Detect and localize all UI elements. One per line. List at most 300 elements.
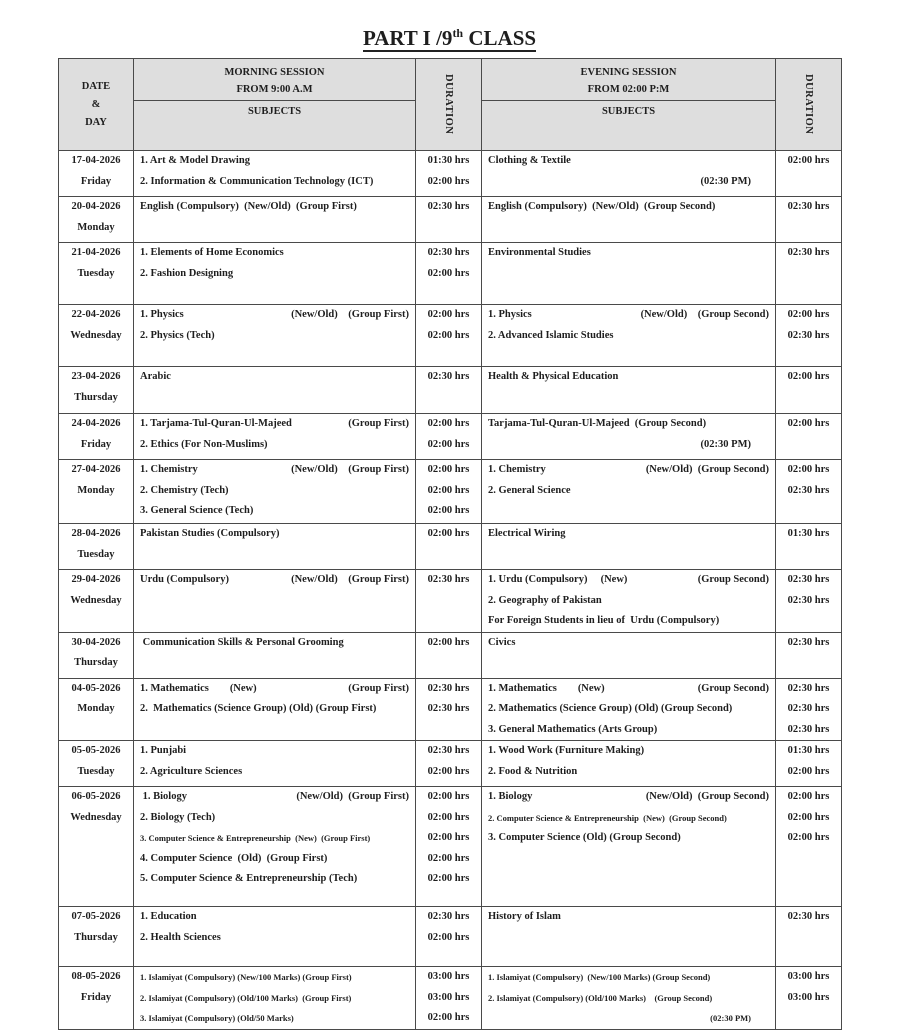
morning-subjects-cell — [134, 524, 416, 570]
subject-line — [488, 699, 769, 720]
evening-duration-cell — [776, 414, 842, 460]
subject-name: 2. Information & Communication Technology (ICT) — [140, 175, 374, 187]
subject-note: (New/Old) (Group First) — [291, 309, 409, 320]
subject-name: Clothing & Textile — [488, 155, 571, 166]
subject-name: 2. Geography of Pakistan — [488, 594, 602, 606]
schedule-row — [59, 741, 842, 787]
evening-subjects-cell — [482, 151, 776, 197]
duration-value: 03:00 hrs — [787, 971, 830, 982]
duration-value: 02:00 hrs — [427, 438, 470, 450]
morning-duration-cell — [416, 367, 482, 414]
subject-line — [488, 481, 769, 502]
duration-value: 03:00 hrs — [427, 971, 470, 982]
exam-day: Wednesday — [70, 594, 122, 606]
subject-line — [140, 501, 409, 522]
subject-name: 2. Agriculture Sciences — [140, 765, 243, 777]
date-day-cell — [59, 524, 134, 570]
header-morning-subjects: SUBJECTS — [134, 101, 416, 151]
schedule-body — [59, 151, 842, 1030]
schedule-row — [59, 151, 842, 197]
subject-line — [140, 435, 409, 456]
subject-name: 2. Physics (Tech) — [140, 329, 215, 341]
subject-name: 1. Islamiyat (Compulsory) (New/100 Marks) (Group Second) — [488, 972, 711, 982]
subject-note: (02:30 PM) — [700, 438, 751, 450]
subject-name: 2. Biology (Tech) — [140, 811, 216, 823]
subject-name: English (Compulsory) (New/Old) (Group First) — [140, 201, 357, 212]
duration-value: 02:00 hrs — [427, 528, 470, 539]
exam-day: Tuesday — [77, 765, 115, 777]
duration-value: 02:30 hrs — [427, 703, 470, 714]
subject-note: (02:30 PM) — [710, 1013, 751, 1023]
exam-day: Friday — [80, 438, 112, 450]
schedule-row — [59, 907, 842, 967]
subject-name: 2. Advanced Islamic Studies — [488, 329, 614, 341]
evening-subjects-cell — [482, 460, 776, 524]
duration-value: 02:00 hrs — [427, 484, 470, 496]
subject-line — [140, 1008, 409, 1029]
evening-subjects-cell — [482, 632, 776, 678]
evening-subjects-cell — [482, 243, 776, 305]
subject-name: 3. General Science (Tech) — [140, 505, 254, 516]
exam-day: Thursday — [74, 931, 118, 943]
duration-value: 02:00 hrs — [427, 329, 470, 341]
subject-line — [140, 849, 409, 870]
evening-duration-cell — [776, 741, 842, 787]
exam-day: Monday — [77, 221, 115, 233]
subject-name: 2. Mathematics (Science Group) (Old) (Group First) — [140, 703, 377, 714]
morning-session-time: FROM 9:00 A.M — [236, 84, 313, 95]
schedule-row — [59, 414, 842, 460]
subject-name: 1. Chemistry — [488, 464, 546, 475]
subject-name: Environmental Studies — [488, 247, 591, 258]
subject-note: (New/Old) (Group First) — [291, 464, 409, 475]
exam-date: 23-04-2026 — [71, 371, 121, 382]
exam-day: Friday — [80, 175, 112, 187]
evening-duration-cell — [776, 632, 842, 678]
duration-value: 02:00 hrs — [427, 505, 470, 516]
subject-name: English (Compulsory) (New/Old) (Group Second) — [488, 201, 716, 212]
evening-duration-cell — [776, 787, 842, 907]
subject-line — [488, 633, 769, 654]
evening-duration-cell — [776, 460, 842, 524]
subject-name: 2. Health Sciences — [140, 931, 221, 943]
date-day-cell — [59, 741, 134, 787]
morning-session-label: MORNING SESSION — [224, 67, 325, 78]
morning-duration-cell — [416, 570, 482, 633]
duration-value: 02:00 hrs — [427, 1012, 470, 1023]
subject-line — [140, 264, 409, 285]
duration-value: 02:00 hrs — [427, 175, 470, 187]
exam-day: Tuesday — [77, 548, 115, 560]
duration-value: 02:30 hrs — [787, 682, 830, 694]
exam-date: 17-04-2026 — [71, 155, 121, 166]
subject-name: 1. Art & Model Drawing — [140, 155, 250, 166]
subject-line — [488, 787, 769, 808]
exam-day: Thursday — [74, 391, 118, 403]
subject-name: 2. Islamiyat (Compulsory) (Old/100 Marks) (Group Second) — [488, 992, 713, 1003]
duration-value: 02:30 hrs — [787, 594, 830, 606]
subject-line — [488, 326, 769, 347]
morning-subjects-cell — [134, 367, 416, 414]
subject-name: 1. Mathematics (New) — [140, 682, 257, 694]
subject-line — [488, 305, 769, 326]
duration-value: 02:00 hrs — [427, 931, 470, 943]
subject-name: Arabic — [140, 371, 171, 382]
schedule-row — [59, 967, 842, 1030]
exam-day: Wednesday — [70, 811, 122, 823]
subject-name: 2. Chemistry (Tech) — [140, 484, 229, 496]
subject-line — [140, 787, 409, 808]
subject-line — [140, 197, 409, 218]
exam-date: 30-04-2026 — [71, 636, 121, 648]
duration-value: 01:30 hrs — [427, 155, 470, 166]
exam-date: 27-04-2026 — [71, 464, 121, 475]
exam-day: Monday — [77, 484, 115, 496]
subject-name: 2. Fashion Designing — [140, 267, 234, 279]
subject-name: 2. Food & Nutrition — [488, 765, 578, 777]
evening-subjects-cell — [482, 367, 776, 414]
evening-subjects-cell — [482, 787, 776, 907]
subject-line — [140, 869, 409, 890]
title-prefix: PART I /9 — [362, 26, 453, 50]
duration-value: 02:30 hrs — [427, 911, 470, 922]
morning-duration-cell — [416, 787, 482, 907]
evening-duration-cell — [776, 524, 842, 570]
duration-value: 02:00 hrs — [427, 418, 470, 429]
subject-name: 1. Biology — [488, 791, 533, 802]
duration-value: 02:00 hrs — [787, 371, 830, 382]
subject-line — [488, 151, 769, 172]
subject-name: 1. Education — [140, 911, 197, 922]
subject-name: 1. Elements of Home Economics — [140, 247, 284, 258]
subject-name: 1. Mathematics (New) — [488, 682, 605, 694]
exam-day: Wednesday — [70, 329, 122, 341]
morning-duration-cell — [416, 632, 482, 678]
morning-duration-cell — [416, 967, 482, 1030]
exam-date: 04-05-2026 — [71, 682, 121, 694]
subject-note: (Group First) — [348, 418, 409, 429]
duration-value: 02:00 hrs — [787, 155, 830, 166]
subject-note: (New/Old) (Group Second) — [645, 791, 769, 802]
subject-name: 2. Computer Science & Entrepreneurship (New) (Group Second) — [488, 812, 727, 823]
duration-value: 02:30 hrs — [787, 911, 830, 922]
subject-line — [488, 414, 769, 435]
subject-name: Pakistan Studies (Compulsory) — [140, 528, 280, 539]
header-evening-duration — [776, 59, 842, 151]
evening-duration-cell — [776, 570, 842, 633]
morning-subjects-cell — [134, 678, 416, 741]
duration-value: 02:30 hrs — [787, 484, 830, 496]
duration-value: 02:00 hrs — [427, 811, 470, 823]
subject-name: 4. Computer Science (Old) (Group First) — [140, 852, 328, 864]
subject-name: Tarjama-Tul-Quran-Ul-Majeed (Group Second) — [488, 418, 707, 429]
subject-line — [488, 808, 769, 829]
duration-value: 03:00 hrs — [787, 991, 830, 1003]
date-day-cell — [59, 151, 134, 197]
duration-value: 02:00 hrs — [787, 309, 830, 320]
subject-name: 3. General Mathematics (Arts Group) — [488, 723, 658, 735]
subject-name: Urdu (Compulsory) — [140, 574, 229, 585]
subject-line — [488, 172, 769, 193]
subject-name: 1. Physics — [140, 309, 184, 320]
subject-note: (Group Second) — [697, 574, 769, 585]
duration-value: 02:30 hrs — [787, 329, 830, 341]
morning-duration-cell — [416, 907, 482, 967]
subject-name: 1. Wood Work (Furniture Making) — [488, 745, 645, 756]
subject-line — [140, 928, 409, 949]
subject-name: Electrical Wiring — [488, 528, 566, 539]
subject-line — [488, 435, 769, 456]
subject-line — [488, 197, 769, 218]
exam-day: Monday — [77, 703, 115, 714]
subject-line — [488, 828, 769, 849]
subject-line — [140, 828, 409, 849]
morning-subjects-cell — [134, 967, 416, 1030]
morning-duration-cell — [416, 460, 482, 524]
evening-duration-cell — [776, 305, 842, 367]
subject-line — [140, 414, 409, 435]
subject-line — [140, 326, 409, 347]
subject-name: Health & Physical Education — [488, 371, 619, 382]
subject-name: For Foreign Students in lieu of Urdu (Compulsory) — [488, 615, 720, 626]
schedule-row — [59, 524, 842, 570]
title-superscript: th — [452, 26, 464, 40]
exam-date: 07-05-2026 — [71, 911, 121, 922]
subject-line — [488, 967, 769, 988]
subject-line — [140, 305, 409, 326]
morning-duration-cell — [416, 305, 482, 367]
subject-name: 1. Islamiyat (Compulsory) (New/100 Marks) (Group First) — [140, 972, 352, 982]
subject-name: 5. Computer Science & Entrepreneurship (Tech) — [140, 873, 358, 884]
subject-note: (Group Second) — [697, 682, 769, 694]
evening-subjects-cell — [482, 414, 776, 460]
duration-value: 02:00 hrs — [427, 765, 470, 777]
subject-line — [140, 570, 409, 591]
subject-line — [140, 151, 409, 172]
duration-value: 02:00 hrs — [787, 464, 830, 475]
date-day-cell — [59, 367, 134, 414]
header-date-day — [59, 59, 134, 151]
evening-duration-cell — [776, 907, 842, 967]
subject-line — [140, 679, 409, 700]
evening-duration-cell — [776, 967, 842, 1030]
schedule-row — [59, 632, 842, 678]
duration-value: 02:00 hrs — [787, 418, 830, 429]
evening-session-label: EVENING SESSION — [580, 67, 677, 78]
evening-subjects-cell — [482, 305, 776, 367]
duration-value: 02:00 hrs — [427, 636, 470, 648]
date-day-cell — [59, 967, 134, 1030]
schedule-row — [59, 570, 842, 633]
morning-subjects-cell — [134, 907, 416, 967]
header-date-label: DATE — [81, 80, 111, 92]
subject-line — [140, 762, 409, 783]
exam-day: Thursday — [74, 657, 118, 668]
evening-duration-cell — [776, 197, 842, 243]
subject-line — [140, 967, 409, 988]
subject-line — [488, 243, 769, 264]
subject-name: 3. Islamiyat (Compulsory) (Old/50 Marks) — [140, 1013, 294, 1023]
duration-value: 02:00 hrs — [787, 765, 830, 777]
duration-value: 02:30 hrs — [787, 636, 830, 648]
subject-note: (Group First) — [348, 682, 409, 694]
schedule-row — [59, 367, 842, 414]
evening-duration-cell — [776, 243, 842, 305]
date-day-cell — [59, 414, 134, 460]
duration-value: 01:30 hrs — [787, 745, 830, 756]
subject-line — [488, 741, 769, 762]
morning-duration-cell — [416, 741, 482, 787]
evening-duration-label: DURATION — [803, 74, 814, 135]
morning-subjects-cell — [134, 305, 416, 367]
date-day-cell — [59, 678, 134, 741]
duration-value: 02:00 hrs — [787, 811, 830, 823]
date-day-cell — [59, 570, 134, 633]
subject-name: 1. Biology — [140, 791, 187, 802]
morning-subjects-cell — [134, 151, 416, 197]
evening-subjects-cell — [482, 907, 776, 967]
evening-subjects-cell — [482, 967, 776, 1030]
subject-name: 2. Ethics (For Non-Muslims) — [140, 438, 268, 450]
title-suffix: CLASS — [463, 26, 537, 50]
duration-value: 02:00 hrs — [427, 832, 470, 843]
date-day-cell — [59, 460, 134, 524]
exam-date: 08-05-2026 — [71, 971, 121, 982]
evening-subjects-cell — [482, 197, 776, 243]
date-day-cell — [59, 907, 134, 967]
morning-subjects-cell — [134, 632, 416, 678]
exam-date: 24-04-2026 — [71, 418, 121, 429]
evening-subjects-cell — [482, 741, 776, 787]
subject-note: (New/Old) (Group First) — [291, 574, 409, 585]
evening-duration-cell — [776, 367, 842, 414]
subject-name: Civics — [488, 636, 516, 648]
exam-day: Tuesday — [77, 267, 115, 279]
subject-line — [140, 243, 409, 264]
morning-subjects-cell — [134, 570, 416, 633]
subject-name: 3. Computer Science & Entrepreneurship (New) (Group First) — [140, 833, 371, 843]
exam-date: 20-04-2026 — [71, 201, 121, 212]
evening-subjects-cell — [482, 678, 776, 741]
duration-value: 02:00 hrs — [427, 464, 470, 475]
header-day-label: DAY — [85, 116, 107, 128]
subject-line — [488, 524, 769, 545]
schedule-row — [59, 197, 842, 243]
duration-value: 03:00 hrs — [427, 991, 470, 1003]
date-day-cell — [59, 305, 134, 367]
subject-line — [488, 907, 769, 928]
header-evening-session — [482, 59, 776, 101]
duration-value: 02:30 hrs — [427, 682, 470, 694]
header-morning-duration — [416, 59, 482, 151]
subject-line — [140, 633, 409, 654]
duration-value: 02:00 hrs — [427, 852, 470, 864]
subject-name: 1. Tarjama-Tul-Quran-Ul-Majeed — [140, 418, 292, 429]
subject-line — [140, 741, 409, 762]
exam-date: 28-04-2026 — [71, 528, 121, 539]
duration-value: 01:30 hrs — [787, 528, 830, 539]
morning-duration-cell — [416, 197, 482, 243]
duration-value: 02:00 hrs — [427, 309, 470, 320]
exam-day: Friday — [80, 991, 112, 1003]
subject-name: 1. Chemistry — [140, 464, 198, 475]
subject-line — [488, 367, 769, 388]
subject-name: 1. Physics — [488, 309, 532, 320]
duration-value: 02:00 hrs — [787, 791, 830, 802]
duration-value: 02:00 hrs — [427, 267, 470, 279]
date-sheet-table — [58, 58, 842, 1030]
morning-duration-cell — [416, 678, 482, 741]
date-day-cell — [59, 197, 134, 243]
subject-line — [140, 367, 409, 388]
subject-line — [488, 460, 769, 481]
evening-subjects-cell — [482, 570, 776, 633]
subject-line — [488, 591, 769, 612]
subject-line — [140, 524, 409, 545]
exam-date: 06-05-2026 — [71, 791, 121, 802]
duration-value: 02:00 hrs — [427, 791, 470, 802]
subject-line — [488, 679, 769, 700]
subject-note: (New/Old) (Group Second) — [640, 309, 769, 320]
subject-name: 2. Islamiyat (Compulsory) (Old/100 Marks) (Group First) — [140, 992, 352, 1003]
duration-value: 02:30 hrs — [427, 371, 470, 382]
exam-date: 22-04-2026 — [71, 309, 121, 320]
duration-value: 02:30 hrs — [787, 703, 830, 714]
date-day-cell — [59, 243, 134, 305]
duration-value: 02:30 hrs — [787, 723, 830, 735]
duration-value: 02:30 hrs — [787, 574, 830, 585]
duration-value: 02:30 hrs — [787, 201, 830, 212]
subject-line — [488, 570, 769, 591]
duration-value: 02:00 hrs — [787, 832, 830, 843]
schedule-row — [59, 787, 842, 907]
page-title — [0, 26, 899, 51]
subject-name: 1. Urdu (Compulsory) (New) — [488, 574, 628, 585]
date-day-cell — [59, 632, 134, 678]
subject-line — [140, 907, 409, 928]
morning-subjects-cell — [134, 414, 416, 460]
subject-line — [140, 172, 409, 193]
header-morning-session — [134, 59, 416, 101]
morning-subjects-cell — [134, 787, 416, 907]
morning-subjects-cell — [134, 243, 416, 305]
subject-name: 2. General Science — [488, 484, 571, 496]
schedule-row — [59, 678, 842, 741]
exam-date: 21-04-2026 — [71, 247, 121, 258]
subject-name: 2. Mathematics (Science Group) (Old) (Group Second) — [488, 703, 733, 714]
schedule-row — [59, 460, 842, 524]
evening-subjects-cell — [482, 524, 776, 570]
evening-session-time: FROM 02:00 P:M — [587, 84, 670, 95]
morning-duration-cell — [416, 414, 482, 460]
exam-date: 29-04-2026 — [71, 574, 121, 585]
duration-value: 02:30 hrs — [427, 574, 470, 585]
morning-duration-cell — [416, 243, 482, 305]
date-day-cell — [59, 787, 134, 907]
morning-duration-label: DURATION — [443, 74, 454, 135]
duration-value: 02:30 hrs — [787, 247, 830, 258]
evening-duration-cell — [776, 151, 842, 197]
subject-line — [488, 1008, 769, 1029]
morning-subjects-cell — [134, 197, 416, 243]
duration-value: 02:00 hrs — [427, 873, 470, 884]
morning-duration-cell — [416, 151, 482, 197]
schedule-row — [59, 305, 842, 367]
subject-line — [140, 699, 409, 720]
header-evening-subjects: SUBJECTS — [482, 101, 776, 151]
morning-duration-cell — [416, 524, 482, 570]
subject-line — [140, 988, 409, 1009]
